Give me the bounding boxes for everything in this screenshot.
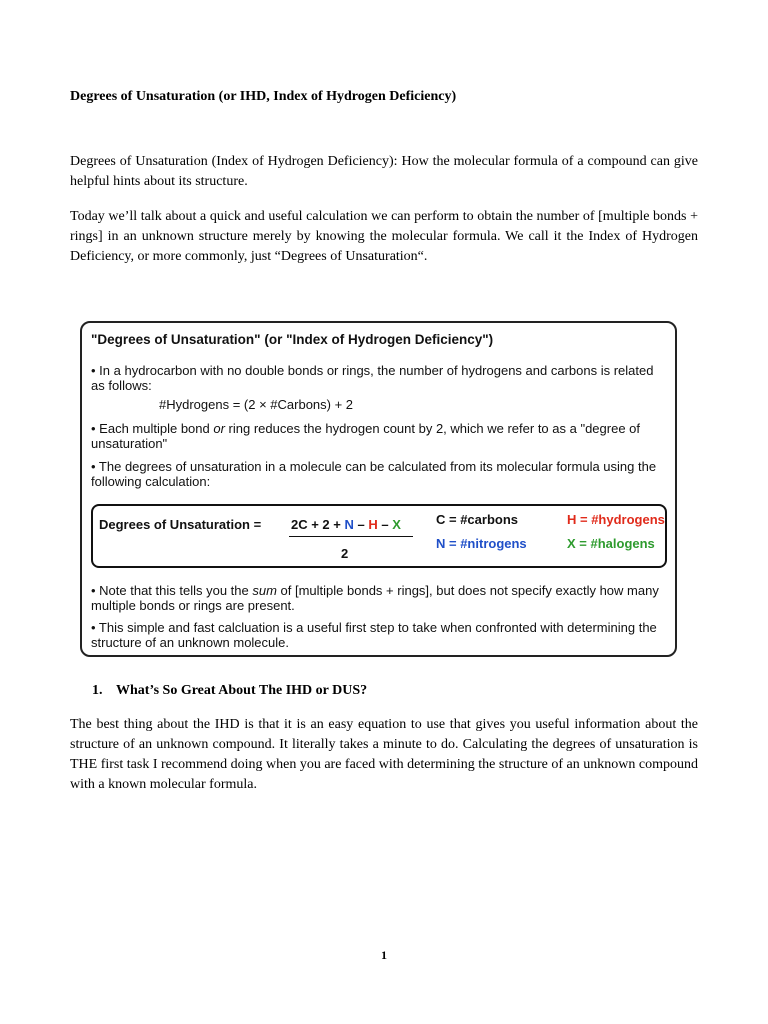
legend-nitrogens: N = #nitrogens — [436, 536, 527, 551]
bullet-2-end: ring reduces the hydrogen count by 2, which we refer to as a "degree of unsaturation" — [91, 421, 641, 451]
intro-paragraph: Degrees of Unsaturation (Index of Hydrogen Deficiency): How the molecular formula of a compound can give helpful hints about its structure. — [70, 154, 698, 189]
bullet-4-sum: sum — [252, 583, 277, 598]
section-heading — [92, 682, 367, 700]
bullet-4-start: • Note that this tells you the — [91, 583, 253, 598]
degrees-of-unsaturation-figure — [80, 321, 677, 657]
calc-label: Degrees of Unsaturation = — [99, 517, 262, 532]
legend-hydrogens: H = #hydrogens — [567, 512, 665, 527]
calc-minus-2: – — [381, 517, 389, 532]
section-heading-text: What’s So Great About The IHD or DUS? — [116, 683, 368, 698]
calculation-box — [91, 504, 667, 568]
calc-minus-1: – — [357, 517, 365, 532]
legend-carbons: C = #carbons — [436, 512, 519, 527]
figure-bullet-calculation: • The degrees of unsaturation in a molecule can be calculated from its molecular formula using the following calculation: — [91, 459, 657, 489]
section-number: 1. — [92, 683, 103, 698]
bullet-2-or: or — [213, 421, 225, 436]
figure-bullet-multiple-bond — [91, 421, 666, 451]
ihd-benefit-paragraph: The best thing about the IHD is that it is an easy equation to use that gives you useful information about the structure of an unknown compound. It literally takes a minute to do. Calculating the degrees of unsaturation is THE first task I recommend doing when you are faced with determining the structure of an unknown compound with a known molecular formula. — [70, 717, 698, 792]
calculation-paragraph: Today we’ll talk about a quick and useful calculation we can perform to obtain the number of [multiple bonds + rings] in an unknown structure merely by knowing the molecular formula. We call it the Index of Hydrogen Deficiency, or more commonly, just “Degrees of Unsaturation“. — [70, 209, 698, 264]
page-number: 1 — [381, 948, 387, 962]
figure-title: "Degrees of Unsaturation" (or "Index of Hydrogen Deficiency") — [91, 332, 494, 347]
figure-bullet-hydrocarbon: • In a hydrocarbon with no double bonds or rings, the number of hydrogens and carbons is related as follows: — [91, 363, 654, 393]
bullet-2-start: • Each multiple bond — [91, 421, 214, 436]
bullet-4-end: of [multiple bonds + rings], but does not specify exactly how many multiple bonds or rings are present. — [91, 583, 659, 613]
figure-bullet-first-step: • This simple and fast calcluation is a useful first step to take when confronted with determining the structure of an unknown molecule. — [91, 620, 657, 650]
legend-halogens: X = #halogens — [567, 536, 655, 551]
calc-h: H — [368, 517, 378, 532]
document-title: Degrees of Unsaturation (or IHD, Index of Hydrogen Deficiency) — [70, 89, 457, 104]
figure-bullet-sum-note — [91, 583, 666, 613]
calc-n: N — [344, 517, 354, 532]
calc-denominator: 2 — [341, 546, 349, 561]
calc-numerator — [291, 517, 401, 532]
calc-x: X — [392, 517, 401, 532]
hydrogens-formula: #Hydrogens = (2 × #Carbons) + 2 — [159, 397, 354, 412]
calc-numerator-base: 2C + 2 + — [291, 517, 341, 532]
fraction-line — [289, 536, 413, 537]
